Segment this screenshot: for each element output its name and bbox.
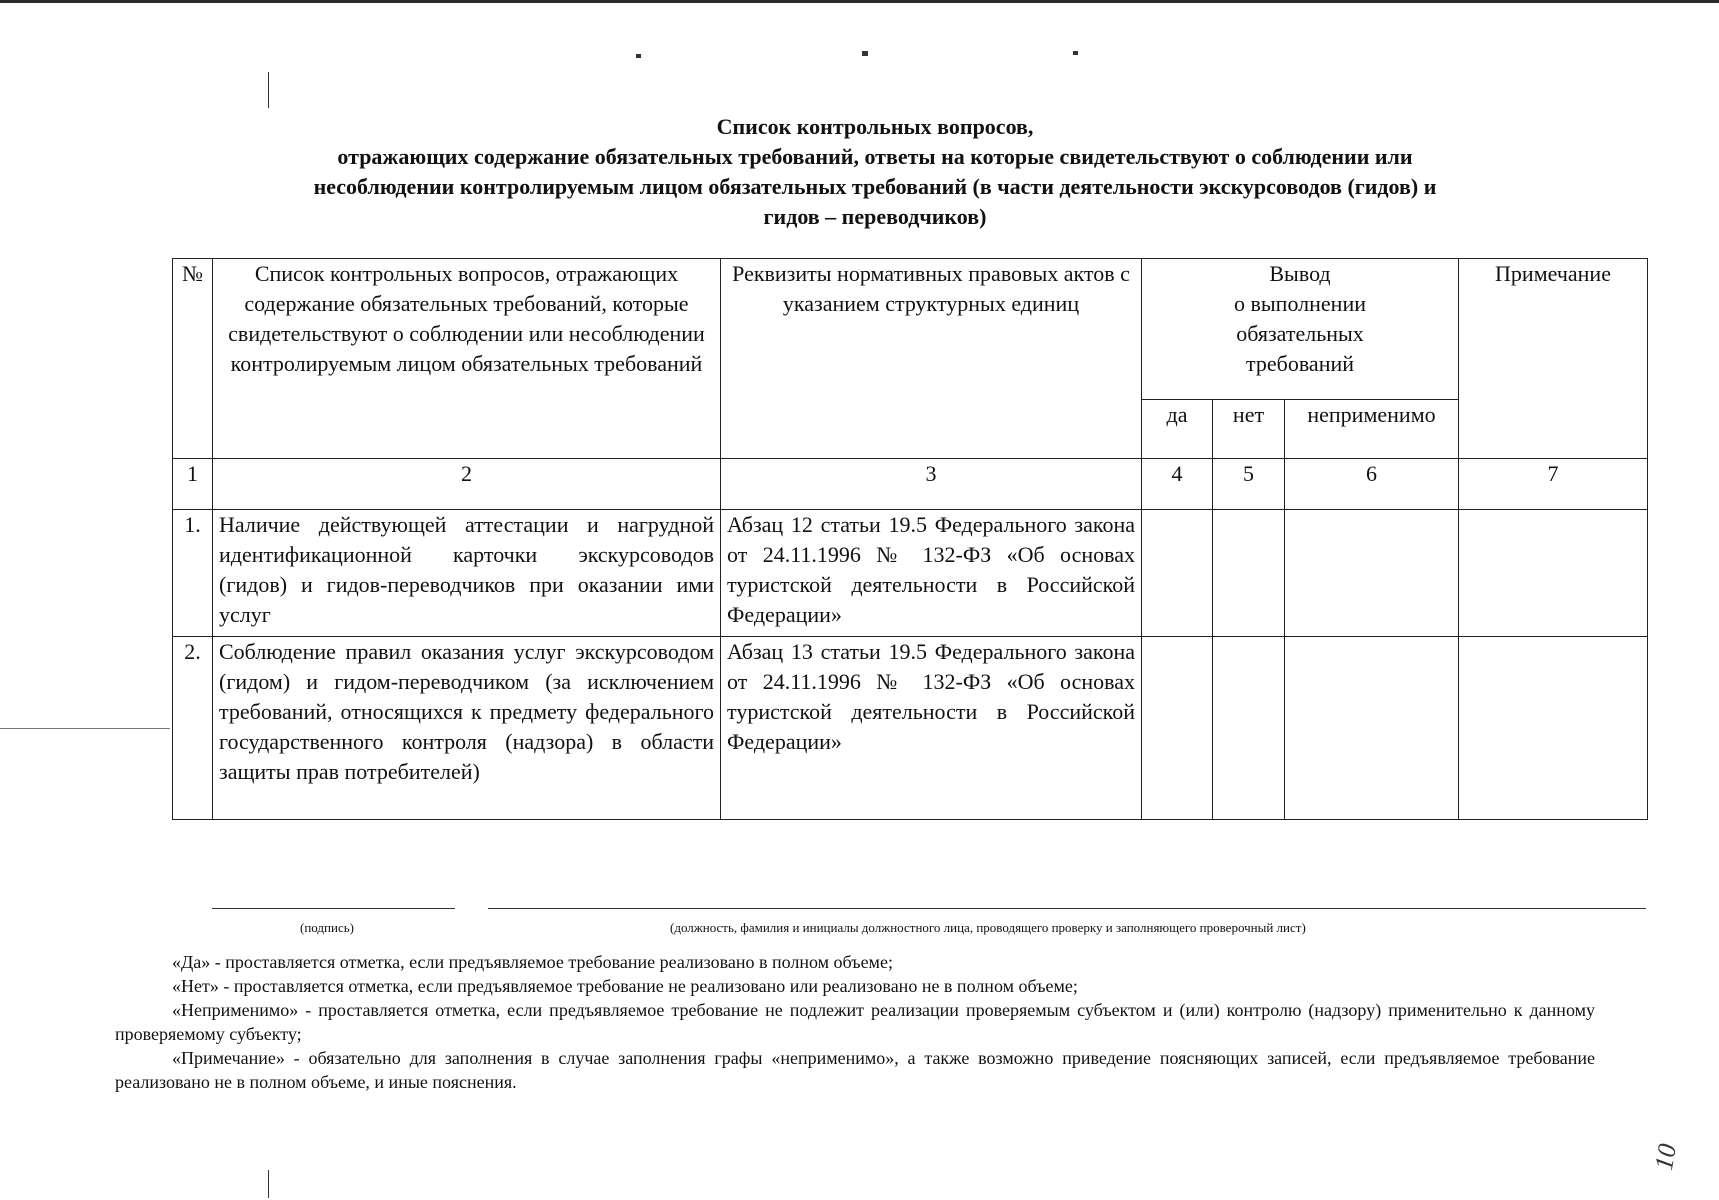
header-conclusion-line: Вывод [1269,261,1331,286]
scan-edge [0,0,1719,3]
header-conclusion-line: о выполнении [1234,291,1366,316]
row-note-cell[interactable] [1459,510,1648,637]
table-row [173,637,1648,820]
header-no: нет [1213,400,1285,459]
title-line: несоблюдении контролируемым лицом обязательных требований (в части деятельности экскурсоводов (гидов) и [313,174,1437,199]
row-requisites: Абзац 13 статьи 19.5 Федерального закона от 24.11.1996 № 132-ФЗ «Об основах туристской деятельности в Российской Федерации» [721,637,1142,820]
page-number: 10 [1648,1141,1683,1173]
header-conclusion-line: требований [1245,351,1355,376]
table-row [173,510,1648,637]
column-number: 7 [1459,459,1648,510]
header-conclusion-line: обязательных [1236,321,1364,346]
official-line[interactable] [488,908,1646,909]
row-number: 1. [173,510,213,637]
scan-dot [862,51,868,56]
header-number: № [173,259,213,459]
scan-dash [0,728,170,729]
scan-tick [268,72,269,108]
scan-dot [636,54,641,58]
header-conclusion [1142,259,1459,400]
scan-tick [268,1170,269,1198]
row-question: Соблюдение правил оказания услуг экскурсоводом (гидом) и гидом-переводчиком (за исключением требований, относящихся к предмету федерального государственного контроля (надзора) в области защиты прав потребителей) [213,637,721,820]
row-requisites: Абзац 12 статьи 19.5 Федерального закона от 24.11.1996 № 132-ФЗ «Об основах туристской деятельности в Российской Федерации» [721,510,1142,637]
title-line: отражающих содержание обязательных требований, ответы на которые свидетельствуют о соблюдении или [337,144,1413,169]
row-note-cell[interactable] [1459,637,1648,820]
checklist-table [172,258,1648,820]
row-not-applicable-cell[interactable] [1285,637,1459,820]
note-no: «Нет» - проставляется отметка, если предъявляемое требование не реализовано или реализовано не в полном объеме; [172,976,1078,996]
signature-caption: (подпись) [300,920,354,935]
document-title [170,112,1580,232]
scan-dot [1073,51,1078,55]
row-yes-cell[interactable] [1142,637,1213,820]
column-number: 4 [1142,459,1213,510]
title-line: гидов – переводчиков) [763,204,987,229]
header-note: Примечание [1459,259,1648,459]
row-no-cell[interactable] [1213,637,1285,820]
row-no-cell[interactable] [1213,510,1285,637]
column-number: 1 [173,459,213,510]
column-number: 5 [1213,459,1285,510]
header-not-applicable: неприменимо [1285,400,1459,459]
note-remark: «Примечание» - обязательно для заполнения в случае заполнения графы «неприменимо», а также возможно приведение поясняющих записей, если предъявляемое требование реализовано не в полном объеме, и иные пояснения. [115,1048,1595,1092]
row-number: 2. [173,637,213,820]
column-number-row [173,459,1648,510]
notes-block [115,950,1595,1094]
column-number: 2 [213,459,721,510]
column-number: 3 [721,459,1142,510]
title-line: Список контрольных вопросов, [716,114,1034,139]
row-yes-cell[interactable] [1142,510,1213,637]
header-yes: да [1142,400,1213,459]
row-not-applicable-cell[interactable] [1285,510,1459,637]
signature-line[interactable] [212,908,455,909]
official-caption: (должность, фамилия и инициалы должностного лица, проводящего проверку и заполняющего проверочный лист) [670,920,1306,935]
note-not-applicable: «Неприменимо» - проставляется отметка, если предъявляемое требование не подлежит реализации проверяемым субъектом и (или) контролю (надзору) применительно к данному проверяемому субъекту; [115,1000,1595,1044]
header-questions: Список контрольных вопросов, отражающих содержание обязательных требований, которые свидетельствуют о соблюдении или несоблюдении контролируемым лицом обязательных требований [213,259,721,459]
header-requisites: Реквизиты нормативных правовых актов с указанием структурных единиц [721,259,1142,459]
row-question: Наличие действующей аттестации и нагрудной идентификационной карточки экскурсоводов (гидов) и гидов-переводчиков при оказании ими услуг [213,510,721,637]
column-number: 6 [1285,459,1459,510]
note-yes: «Да» - проставляется отметка, если предъявляемое требование реализовано в полном объеме; [172,952,893,972]
